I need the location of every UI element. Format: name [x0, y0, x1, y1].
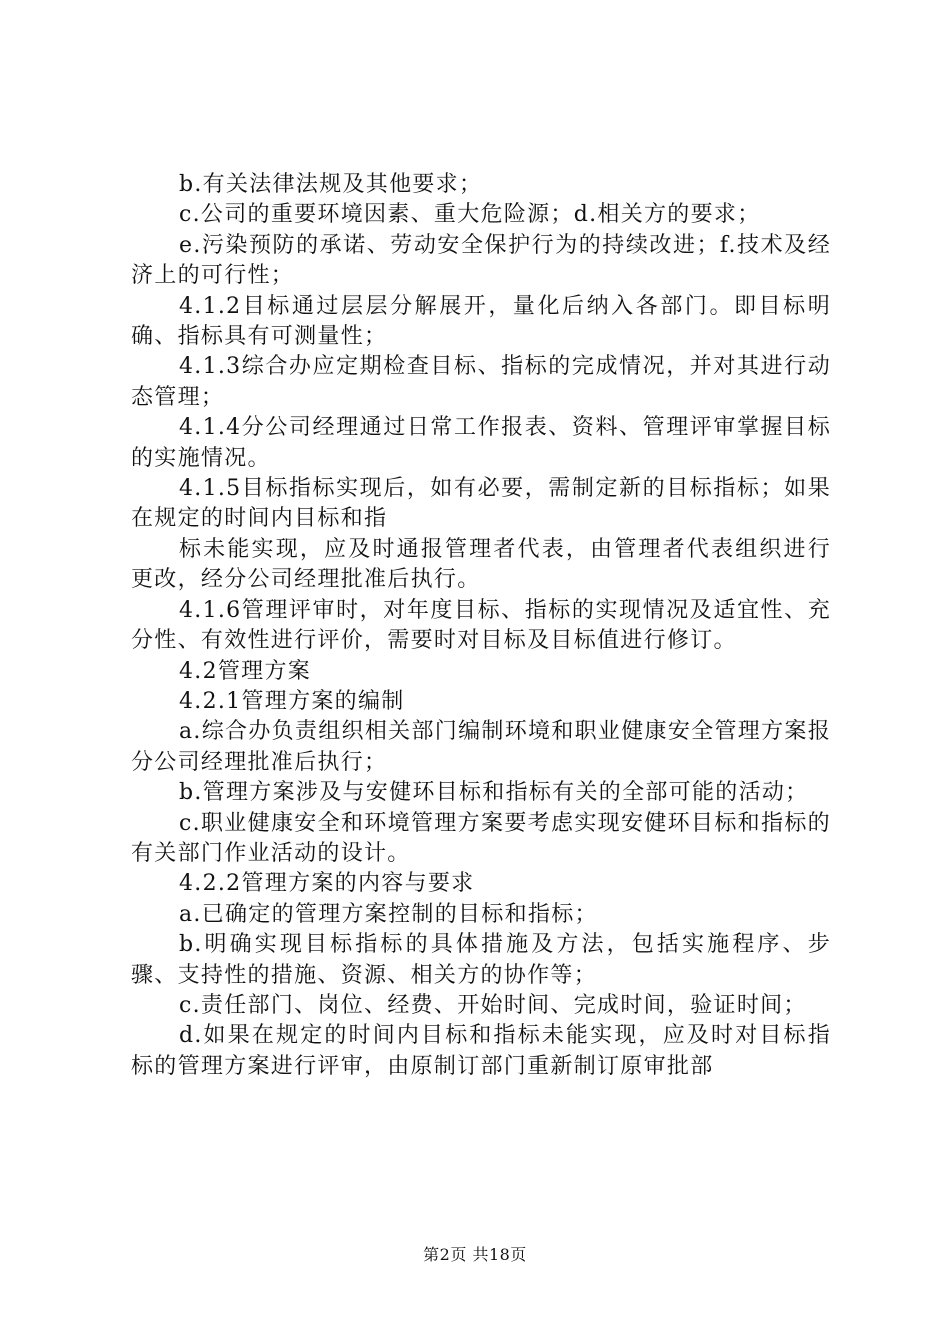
paragraph-9: 4.1.6管理评审时，对年度目标、指标的实现情况及适宜性、充分性、有效性进行评价，需要时对目标及目标值进行修订。 [131, 597, 831, 654]
paragraph-18: c.责任部门、岗位、经费、开始时间、完成时间，验证时间； [179, 992, 807, 1018]
paragraph-19: d.如果在规定的时间内目标和指标未能实现，应及时对目标指标的管理方案进行评审，由原制订部门重新制订原审批部 [131, 1023, 831, 1079]
paragraph-6: 4.1.4分公司经理通过日常工作报表、资料、管理评审掌握目标的实施情况。 [131, 415, 831, 471]
paragraph-13: b.管理方案涉及与安健环目标和指标有关的全部可能的活动； [179, 780, 809, 806]
paragraph-5: 4.1.3综合办应定期检查目标、指标的完成情况，并对其进行动态管理； [131, 354, 831, 410]
paragraph-7: 4.1.5目标指标实现后，如有必要，需制定新的目标指标；如果在规定的时间内目标和指 [131, 476, 831, 532]
paragraph-2: c.公司的重要环境因素、重大危险源；d.相关方的要求； [179, 202, 761, 228]
paragraph-3: e.污染预防的承诺、劳动安全保护行为的持续改进；f.技术及经济上的可行性； [131, 232, 831, 289]
section-heading-4-2: 4.2管理方案 [179, 658, 312, 684]
document-body [131, 170, 831, 1082]
paragraph-1: b.有关法律法规及其他要求； [179, 172, 483, 197]
section-heading-4-2-2: 4.2.2管理方案的内容与要求 [179, 871, 475, 897]
paragraph-14: c.职业健康安全和环境管理方案要考虑实现安健环目标和指标的有关部门作业活动的设计。 [131, 810, 831, 866]
paragraph-17: b.明确实现目标指标的具体措施及方法，包括实施程序、步骤、支持性的措施、资源、相关方的协作等； [131, 932, 831, 988]
page-footer: 第2页 共18页 [423, 1245, 527, 1264]
paragraph-12: a.综合办负责组织相关部门编制环境和职业健康安全管理方案报分公司经理批准后执行； [131, 719, 831, 775]
paragraph-4: 4.1.2目标通过层层分解展开，量化后纳入各部门。即目标明确、指标具有可测量性； [131, 293, 831, 350]
section-heading-4-2-1: 4.2.1管理方案的编制 [179, 688, 405, 714]
paragraph-16: a.已确定的管理方案控制的目标和指标； [179, 901, 598, 927]
paragraph-8: 标未能实现，应及时通报管理者代表，由管理者代表组织进行更改，经分公司经理批准后执行。 [131, 536, 831, 593]
